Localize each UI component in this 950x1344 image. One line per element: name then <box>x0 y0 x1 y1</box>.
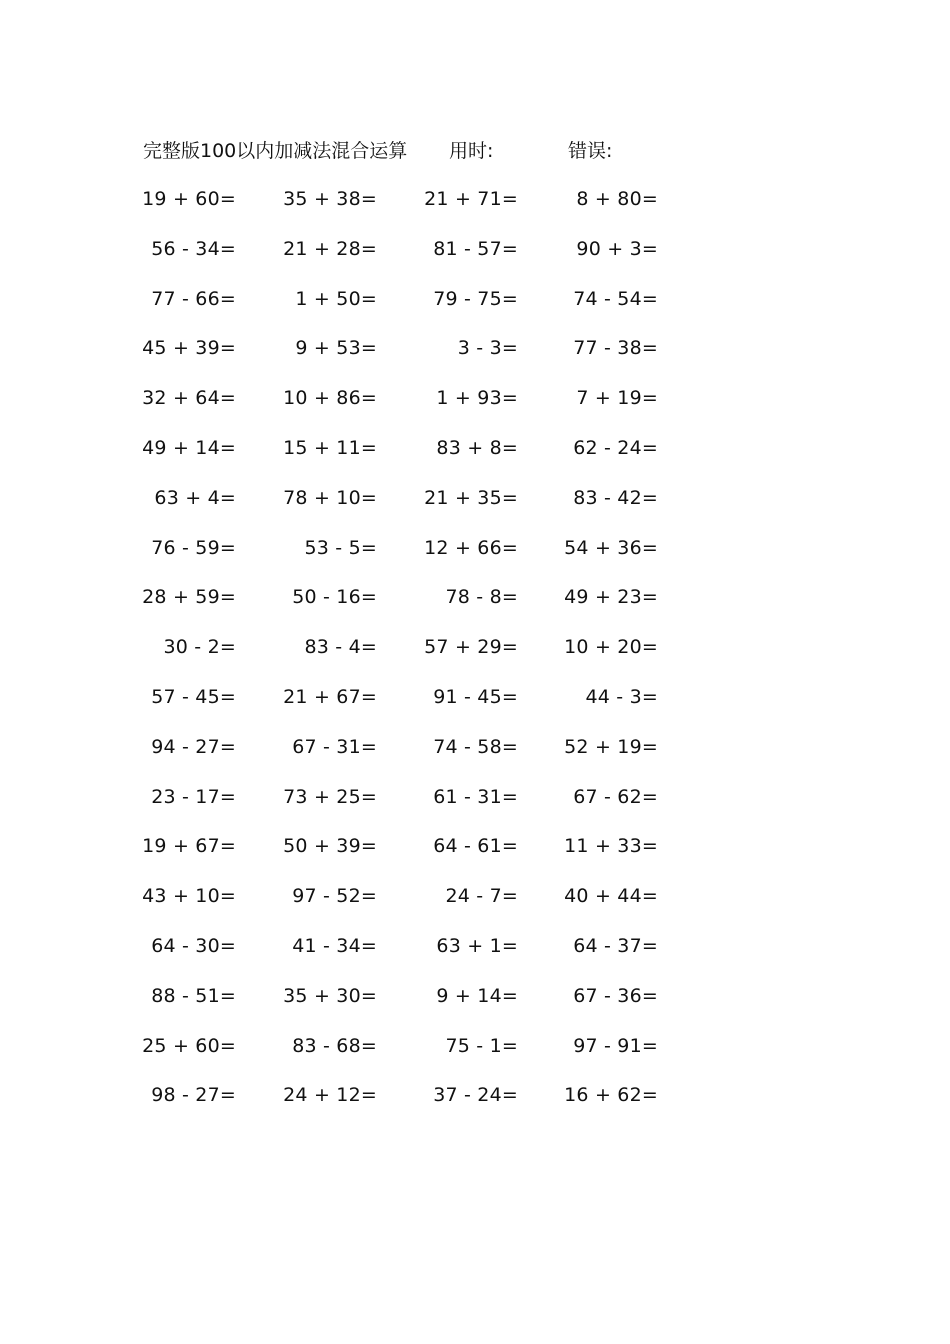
problem-cell: 10 + 20= <box>564 636 658 659</box>
problem-row <box>140 333 680 383</box>
problem-cell: 35 + 30= <box>283 984 377 1007</box>
problem-cell: 63 + 1= <box>436 934 518 957</box>
problem-cell: 97 - 91= <box>573 1034 658 1057</box>
problem-cell: 19 + 60= <box>142 188 236 210</box>
problem-cell: 77 - 66= <box>151 287 236 310</box>
problem-row <box>140 383 680 433</box>
problem-row <box>140 831 680 881</box>
problem-cell: 44 - 3= <box>585 685 658 708</box>
problem-cell: 79 - 75= <box>433 287 518 310</box>
problem-cell: 90 + 3= <box>576 237 658 260</box>
problem-cell: 74 - 54= <box>573 287 658 310</box>
problem-row <box>140 234 680 284</box>
problem-cell: 24 + 12= <box>283 1084 377 1107</box>
problem-cell: 49 + 23= <box>564 586 658 609</box>
problem-cell: 81 - 57= <box>433 237 518 260</box>
problem-row <box>140 981 680 1031</box>
problem-cell: 75 - 1= <box>445 1034 518 1057</box>
problem-cell: 21 + 35= <box>424 486 518 509</box>
problem-cell: 12 + 66= <box>424 536 518 559</box>
problem-cell: 64 - 37= <box>573 934 658 957</box>
problem-cell: 83 + 8= <box>436 436 518 459</box>
problem-cell: 67 - 31= <box>292 735 377 758</box>
problem-cell: 83 - 42= <box>573 486 658 509</box>
worksheet-title: 完整版100以内加减法混合运算 <box>143 140 408 162</box>
problem-row <box>140 682 680 732</box>
problem-cell: 88 - 51= <box>151 984 236 1007</box>
problem-row <box>140 284 680 334</box>
problem-cell: 73 + 25= <box>283 785 377 808</box>
problem-row <box>140 1080 680 1130</box>
problem-cell: 21 + 28= <box>283 237 377 260</box>
problem-cell: 21 + 71= <box>424 188 518 210</box>
problem-cell: 74 - 58= <box>433 735 518 758</box>
problem-cell: 53 - 5= <box>304 536 377 559</box>
problem-cell: 50 + 39= <box>283 835 377 858</box>
problem-cell: 30 - 2= <box>163 636 236 659</box>
problem-cell: 35 + 38= <box>283 188 377 210</box>
problem-cell: 57 + 29= <box>424 636 518 659</box>
problem-cell: 43 + 10= <box>142 885 236 908</box>
problem-cell: 67 - 36= <box>573 984 658 1007</box>
problem-cell: 83 - 68= <box>292 1034 377 1057</box>
problem-cell: 83 - 4= <box>304 636 377 659</box>
problem-cell: 64 - 30= <box>151 934 236 957</box>
problem-cell: 28 + 59= <box>142 586 236 609</box>
problem-cell: 3 - 3= <box>457 337 518 360</box>
problem-cell: 49 + 14= <box>142 436 236 459</box>
problem-cell: 25 + 60= <box>142 1034 236 1057</box>
problem-cell: 78 - 8= <box>445 586 518 609</box>
problem-cell: 45 + 39= <box>142 337 236 360</box>
problem-cell: 63 + 4= <box>154 486 236 509</box>
problem-row <box>140 732 680 782</box>
problem-cell: 15 + 11= <box>283 436 377 459</box>
problem-cell: 61 - 31= <box>433 785 518 808</box>
problem-cell: 9 + 14= <box>436 984 518 1007</box>
problem-cell: 32 + 64= <box>142 387 236 410</box>
problem-cell: 1 + 50= <box>295 287 377 310</box>
problem-cell: 23 - 17= <box>151 785 236 808</box>
problem-cell: 19 + 67= <box>142 835 236 858</box>
problem-cell: 78 + 10= <box>283 486 377 509</box>
problem-cell: 7 + 19= <box>576 387 658 410</box>
problem-row <box>140 632 680 682</box>
problem-cell: 64 - 61= <box>433 835 518 858</box>
problem-cell: 40 + 44= <box>564 885 658 908</box>
problem-cell: 77 - 38= <box>573 337 658 360</box>
problem-row <box>140 1031 680 1081</box>
problem-cell: 91 - 45= <box>433 685 518 708</box>
problem-cell: 9 + 53= <box>295 337 377 360</box>
problem-cell: 98 - 27= <box>151 1084 236 1107</box>
problem-cell: 94 - 27= <box>151 735 236 758</box>
errors-label: 错误: <box>568 140 613 162</box>
problem-cell: 52 + 19= <box>564 735 658 758</box>
problem-cell: 41 - 34= <box>292 934 377 957</box>
problem-cell: 11 + 33= <box>564 835 658 858</box>
problem-row <box>140 184 680 234</box>
problem-cell: 54 + 36= <box>564 536 658 559</box>
problem-cell: 67 - 62= <box>573 785 658 808</box>
problem-cell: 97 - 52= <box>292 885 377 908</box>
problem-cell: 8 + 80= <box>576 188 658 210</box>
problem-row <box>140 483 680 533</box>
problem-cell: 16 + 62= <box>564 1084 658 1107</box>
problem-row <box>140 582 680 632</box>
problem-row <box>140 433 680 483</box>
problem-row <box>140 533 680 583</box>
problem-row <box>140 881 680 931</box>
problem-row <box>140 931 680 981</box>
problem-cell: 37 - 24= <box>433 1084 518 1107</box>
problem-cell: 56 - 34= <box>151 237 236 260</box>
problem-row <box>140 782 680 832</box>
problem-cell: 1 + 93= <box>436 387 518 410</box>
time-used-label: 用时: <box>449 140 494 162</box>
problem-cell: 57 - 45= <box>151 685 236 708</box>
problem-cell: 62 - 24= <box>573 436 658 459</box>
problem-cell: 21 + 67= <box>283 685 377 708</box>
problem-cell: 10 + 86= <box>283 387 377 410</box>
problem-grid <box>140 184 680 1130</box>
problem-cell: 76 - 59= <box>151 536 236 559</box>
problem-cell: 24 - 7= <box>445 885 518 908</box>
problem-cell: 50 - 16= <box>292 586 377 609</box>
